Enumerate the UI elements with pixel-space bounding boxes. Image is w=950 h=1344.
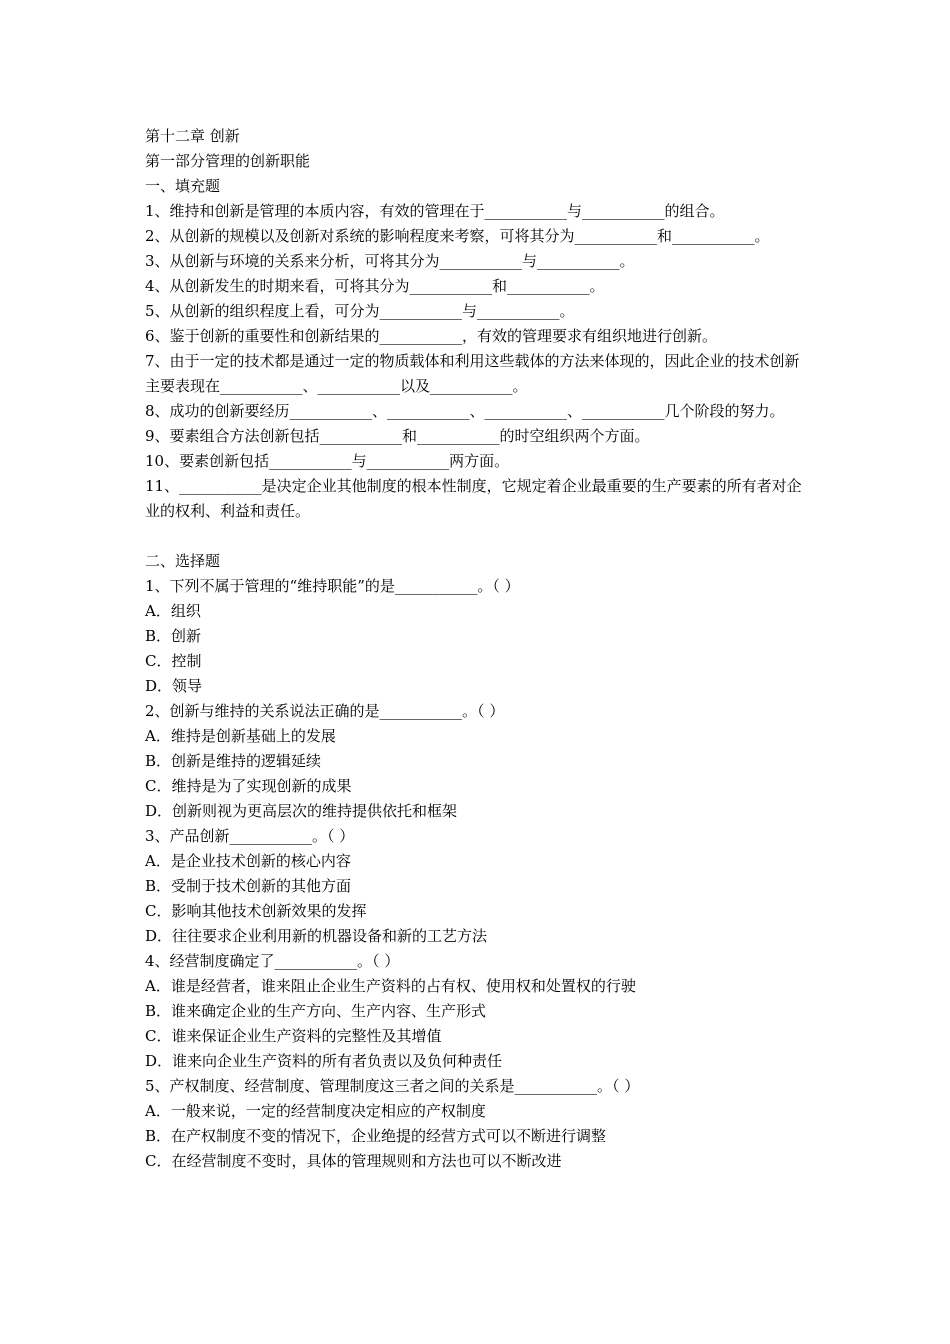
choice-question: [145, 1074, 810, 1174]
answer-option: D．谁来向企业生产资料的所有者负责以及负何种责任: [145, 1052, 503, 1070]
part-title: 第一部分管理的创新职能: [145, 152, 311, 170]
answer-option: B．在产权制度不变的情况下，企业绝提的经营方式可以不断进行调整: [145, 1127, 607, 1145]
answer-option: C．控制: [145, 652, 202, 670]
fill-in-question: 4、从创新发生的时期来看，可将其分为___________和___________。: [145, 277, 605, 295]
answer-option: A．一般来说，一定的经营制度决定相应的产权制度: [145, 1102, 486, 1120]
question-stem: 4、经营制度确定了___________。（ ）: [145, 952, 400, 970]
answer-option: C．在经营制度不变时，具体的管理规则和方法也可以不断改进: [145, 1152, 562, 1170]
fill-in-question: 2、从创新的规模以及创新对系统的影响程度来考察，可将其分为___________和___________。: [145, 227, 770, 245]
question-stem: 3、产品创新___________。（ ）: [145, 827, 355, 845]
spacer: [145, 524, 810, 549]
question-stem: 5、产权制度、经营制度、管理制度这三者之间的关系是___________。（ ）: [145, 1077, 640, 1095]
fill-in-question: 3、从创新与环境的关系来分析，可将其分为___________与___________。: [145, 252, 635, 270]
answer-option: D．往往要求企业利用新的机器设备和新的工艺方法: [145, 927, 488, 945]
answer-option: C．谁来保证企业生产资料的完整性及其增值: [145, 1027, 442, 1045]
fill-in-question-list: [145, 199, 810, 524]
document-page: [145, 124, 810, 1174]
answer-option: A．维持是创新基础上的发展: [145, 727, 336, 745]
answer-option: D．创新则视为更高层次的维持提供依托和框架: [145, 802, 458, 820]
fill-in-question: 10、要素创新包括___________与___________两方面。: [145, 452, 510, 470]
answer-option: A．谁是经营者，谁来阻止企业生产资料的占有权、使用权和处置权的行驶: [145, 977, 636, 995]
answer-option: D．领导: [145, 677, 203, 695]
fill-in-question: 8、成功的创新要经历___________、___________、___________、___________几个阶段的努力。: [145, 402, 785, 420]
fill-in-question: 11、___________是决定企业其他制度的根本性制度，它规定着企业最重要的生产要素的所有者对企业的权利、利益和责任。: [145, 477, 802, 520]
fill-in-question: 1、维持和创新是管理的本质内容，有效的管理在于___________与___________的组合。: [145, 202, 725, 220]
section-heading-fill-in: 一、填充题: [145, 177, 221, 195]
answer-option: A．组织: [145, 602, 201, 620]
chapter-title: 第十二章 创新: [145, 127, 240, 145]
fill-in-question: 9、要素组合方法创新包括___________和___________的时空组织两个方面。: [145, 427, 650, 445]
answer-option: A．是企业技术创新的核心内容: [145, 852, 351, 870]
choice-question-list: [145, 574, 810, 1174]
question-stem: 2、创新与维持的关系说法正确的是___________。（ ）: [145, 702, 505, 720]
fill-in-question: 7、由于一定的技术都是通过一定的物质载体和利用这些载体的方法来体现的，因此企业的技术创新主要表现在___________、___________以及___________。: [145, 352, 800, 395]
fill-in-question: 6、鉴于创新的重要性和创新结果的___________，有效的管理要求有组织地进行创新。: [145, 327, 718, 345]
choice-question: [145, 824, 810, 949]
answer-option: C．维持是为了实现创新的成果: [145, 777, 352, 795]
choice-question: [145, 949, 810, 1074]
answer-option: B．创新: [145, 627, 202, 645]
answer-option: B．谁来确定企业的生产方向、生产内容、生产形式: [145, 1002, 487, 1020]
choice-question: [145, 699, 810, 824]
answer-option: B．创新是维持的逻辑延续: [145, 752, 322, 770]
question-stem: 1、下列不属于管理的“维持职能”的是___________。（ ）: [145, 577, 520, 595]
answer-option: B．受制于技术创新的其他方面: [145, 877, 352, 895]
answer-option: C．影响其他技术创新效果的发挥: [145, 902, 367, 920]
fill-in-question: 5、从创新的组织程度上看，可分为___________与___________。: [145, 302, 575, 320]
choice-question: [145, 574, 810, 699]
section-heading-multiple-choice: 二、选择题: [145, 552, 221, 570]
